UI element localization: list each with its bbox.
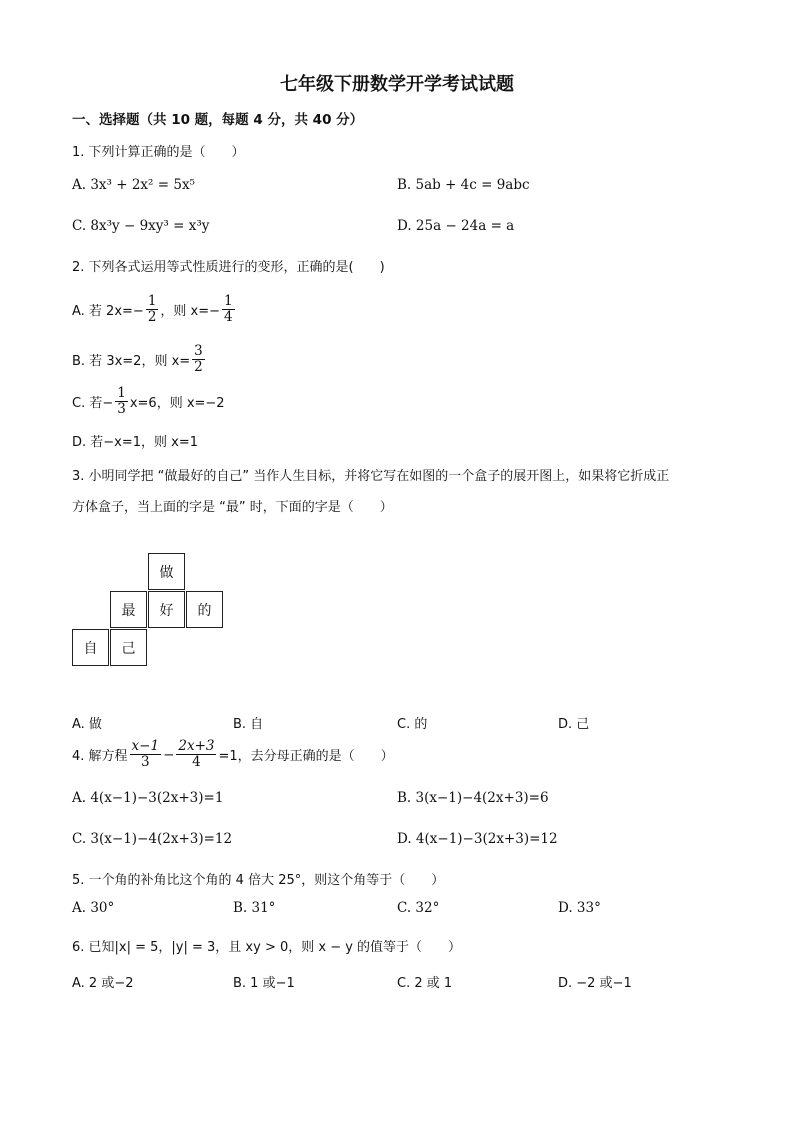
option-a-middle: ，则 x=− bbox=[160, 304, 221, 319]
option-b-prefix: B. 若 3x=2，则 x= bbox=[72, 354, 191, 369]
fraction-denominator: 2 bbox=[147, 309, 157, 325]
question-3-option-b: B. 自 bbox=[233, 717, 264, 732]
question-2-stem: 2. 下列各式运用等式性质进行的变形，正确的是( ) bbox=[72, 260, 385, 275]
fraction bbox=[115, 386, 128, 417]
fraction-numerator: 1 bbox=[224, 293, 233, 309]
fraction-numerator: 1 bbox=[147, 293, 157, 309]
question-4-option-a: A. 4(x−1)−3(2x+3)=1 bbox=[72, 790, 224, 806]
question-4-option-d: D. 4(x−1)−3(2x+3)=12 bbox=[397, 831, 558, 847]
question-1-option-c: C. 8x³y − 9xy³ = x³y bbox=[72, 218, 210, 234]
question-6-stem: 6. 已知|x| = 5，|y| = 3，且 xy > 0，则 x − y 的值等于（ ） bbox=[72, 940, 462, 955]
fraction-denominator: 3 bbox=[141, 754, 150, 770]
question-6-option-c: C. 2 或 1 bbox=[397, 976, 453, 991]
question-1-option-d: D. 25a − 24a = a bbox=[397, 218, 515, 234]
net-cell-ji: 己 bbox=[110, 629, 147, 666]
question-2-option-d: D. 若−x=1，则 x=1 bbox=[72, 435, 199, 450]
question-3-option-a: A. 做 bbox=[72, 717, 102, 732]
fraction-denominator: 2 bbox=[194, 359, 203, 375]
question-1-option-a: A. 3x³ + 2x² = 5x⁵ bbox=[72, 177, 195, 193]
question-6-option-d: D. −2 或−1 bbox=[558, 976, 632, 991]
question-5-stem: 5. 一个角的补角比这个角的 4 倍大 25°，则这个角等于（ ） bbox=[72, 873, 445, 888]
fraction-numerator: 1 bbox=[117, 385, 126, 401]
question-2-option-c bbox=[72, 386, 225, 417]
page-title: 七年级下册数学开学考试试题 bbox=[280, 74, 514, 95]
fraction-numerator: 3 bbox=[194, 343, 203, 359]
question-6-option-a: A. 2 或−2 bbox=[72, 976, 134, 991]
net-cell-zuo: 做 bbox=[148, 553, 185, 590]
stem-prefix: 4. 解方程 bbox=[72, 749, 128, 764]
fraction bbox=[176, 739, 216, 770]
question-6-option-b: B. 1 或−1 bbox=[233, 976, 295, 991]
fraction-denominator: 4 bbox=[192, 754, 201, 770]
question-1-option-b: B. 5ab + 4c = 9abc bbox=[397, 177, 530, 193]
minus-sign: − bbox=[163, 746, 175, 763]
question-3-stem-line-2: 方体盒子，当上面的字是 “最” 时，下面的字是（ ） bbox=[72, 500, 393, 515]
net-cell-zui: 最 bbox=[110, 591, 147, 628]
question-5-option-a: A. 30° bbox=[72, 900, 115, 916]
question-3-option-d: D. 己 bbox=[558, 717, 590, 732]
fraction bbox=[192, 344, 205, 375]
option-c-prefix: C. 若− bbox=[72, 396, 114, 411]
fraction bbox=[146, 294, 159, 325]
cube-net-diagram bbox=[72, 553, 226, 669]
option-c-suffix: x=6，则 x=−2 bbox=[129, 396, 225, 411]
question-1-stem: 1. 下列计算正确的是（ ） bbox=[72, 145, 245, 160]
question-5-option-b: B. 31° bbox=[233, 900, 276, 916]
fraction-numerator: 2x+3 bbox=[178, 738, 215, 754]
stem-suffix: =1，去分母正确的是（ ） bbox=[218, 749, 394, 764]
net-cell-de: 的 bbox=[186, 591, 223, 628]
fraction bbox=[222, 294, 235, 325]
fraction-numerator: x−1 bbox=[131, 738, 160, 754]
question-2-option-b bbox=[72, 344, 207, 375]
question-5-option-c: C. 32° bbox=[397, 900, 440, 916]
option-a-prefix: A. 若 2x=− bbox=[72, 304, 144, 319]
question-3-option-c: C. 的 bbox=[397, 717, 428, 732]
net-cell-hao: 好 bbox=[148, 591, 185, 628]
net-cell-zi: 自 bbox=[72, 629, 109, 666]
question-4-option-b: B. 3(x−1)−4(2x+3)=6 bbox=[397, 790, 549, 806]
fraction-denominator: 4 bbox=[224, 309, 233, 325]
section-heading: 一、选择题（共 10 题，每题 4 分，共 40 分） bbox=[72, 112, 364, 128]
question-3-stem-line-1: 3. 小明同学把 “做最好的自己” 当作人生目标，并将它写在如图的一个盒子的展开图上，如果将它折成正 bbox=[72, 469, 670, 484]
question-2-option-a bbox=[72, 294, 237, 325]
question-4-stem bbox=[72, 739, 394, 770]
question-4-option-c: C. 3(x−1)−4(2x+3)=12 bbox=[72, 831, 233, 847]
fraction-denominator: 3 bbox=[117, 401, 126, 417]
fraction bbox=[130, 739, 162, 770]
question-5-option-d: D. 33° bbox=[558, 900, 601, 916]
